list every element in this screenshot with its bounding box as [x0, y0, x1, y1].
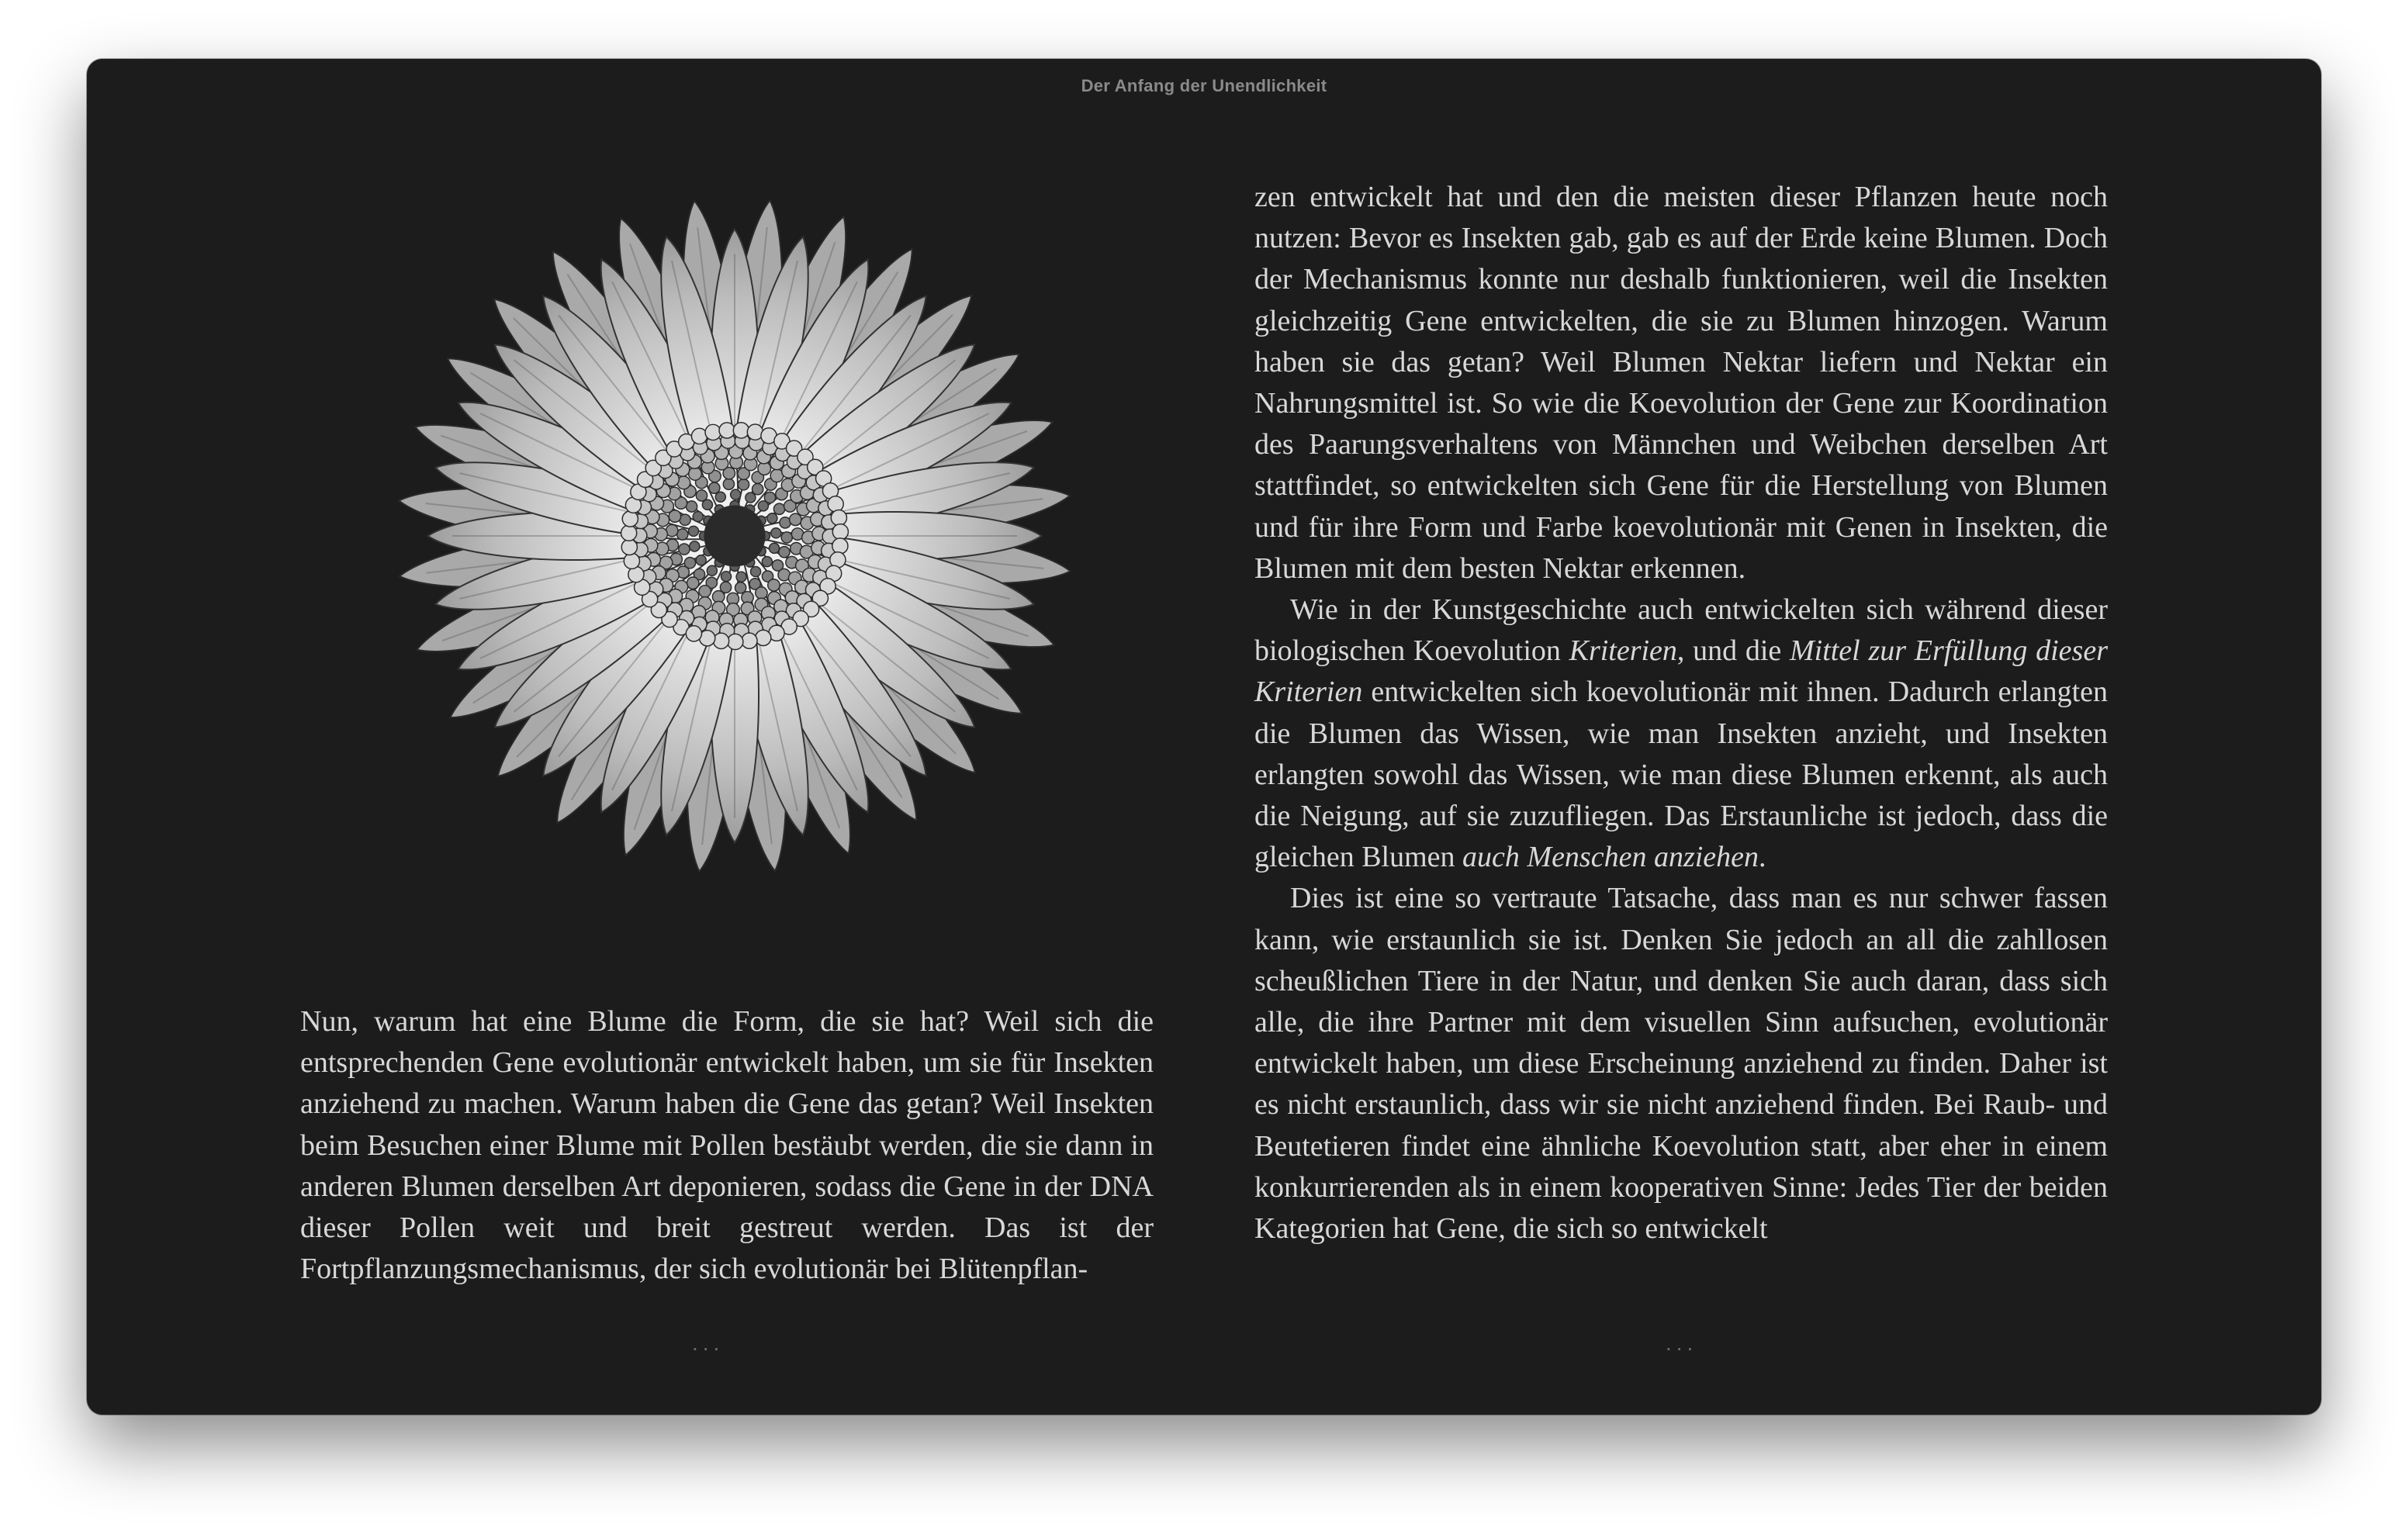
flower-photo	[389, 191, 1080, 881]
left-page-marker: ...	[692, 1331, 725, 1355]
left-paragraph: Nun, warum hat eine Blume die Form, die sie hat? Weil sich die entsprechenden Gene evolutionär entwickelt haben, um sie für Insekten anziehend zu machen. Warum haben die Gene das getan? Weil Insekten beim Besuchen einer Blume mit Pollen bestäubt werden, die sie dann in anderen Blumen derselben Art deponieren, sodass die Gene in der DNA dieser Pollen weit und breit gestreut werden. Das ist der Fortpflanzungsmechanismus, der sich evolutionär bei Blütenpflan-	[300, 1005, 1154, 1286]
left-page-text	[300, 1001, 1154, 1290]
book-title: Der Anfang der Unendlichkeit	[1081, 76, 1327, 95]
right-page-marker: ...	[1666, 1331, 1698, 1355]
right-paragraph-3: Dies ist eine so vertraute Tatsache, dass man es nur schwer fassen kann, wie erstaunlich sie ist. Denken Sie jedoch an all die zahllosen scheußlichen Tiere in der Natur, und denken Sie auch daran, dass sich alle, die ihre Partner mit dem visuellen Sinn aufsuchen, evolutionär entwickelt haben, um diese Erscheinung anziehend zu finden. Daher ist es nicht erstaunlich, dass wir sie nicht anziehend finden. Bei Raub- und Beutetieren findet eine ähnliche Koevolution statt, aber eher in einem konkurrierenden als in einem kooperativen Sinne: Jedes Tier der beiden Kategorien hat Gene, die sich so entwickelt	[1254, 882, 2108, 1246]
right-paragraph-2: Wie in der Kunstgeschichte auch entwickelten sich während dieser biologischen Koevolution Kriterien, und die Mittel zur Erfüllung dieser Kriterien entwickelten sich koevolutionär mit ihnen. Dadurch erlangten die Blumen das Wissen, wie man Insekten anzieht, und Insekten erlangten sowohl das Wissen, wie man diese Blumen erkennt, als auch die Neigung, auf sie zuzufliegen. Das Erstaunliche ist jedoch, dass die gleichen Blumen auch Menschen anziehen.	[1254, 593, 2108, 874]
right-page-text	[1254, 177, 2108, 1249]
reader-window	[87, 59, 2321, 1415]
right-paragraph-1: zen entwickelt hat und den die meisten dieser Pflanzen heute noch nutzen: Bevor es Insekten gab, gab es auf der Erde keine Blumen. Doch der Mechanismus konnte nur deshalb funktionieren, weil die Insekten gleichzeitig Gene entwickelten, die sie zu Blumen hinzogen. Warum haben sie das getan? Weil Blumen Nektar liefern und Nektar ein Nahrungsmittel ist. So wie die Koevolution der Gene zur Koordination des Paarungsverhaltens von Männchen und Weibchen derselben Art stattfindet, so entwickelten sich Gene für die Herstellung von Blumen und für ihre Form und Farbe koevolutionär mit Genen in Insekten, die Blumen mit dem besten Nektar erkennen.	[1254, 181, 2108, 585]
